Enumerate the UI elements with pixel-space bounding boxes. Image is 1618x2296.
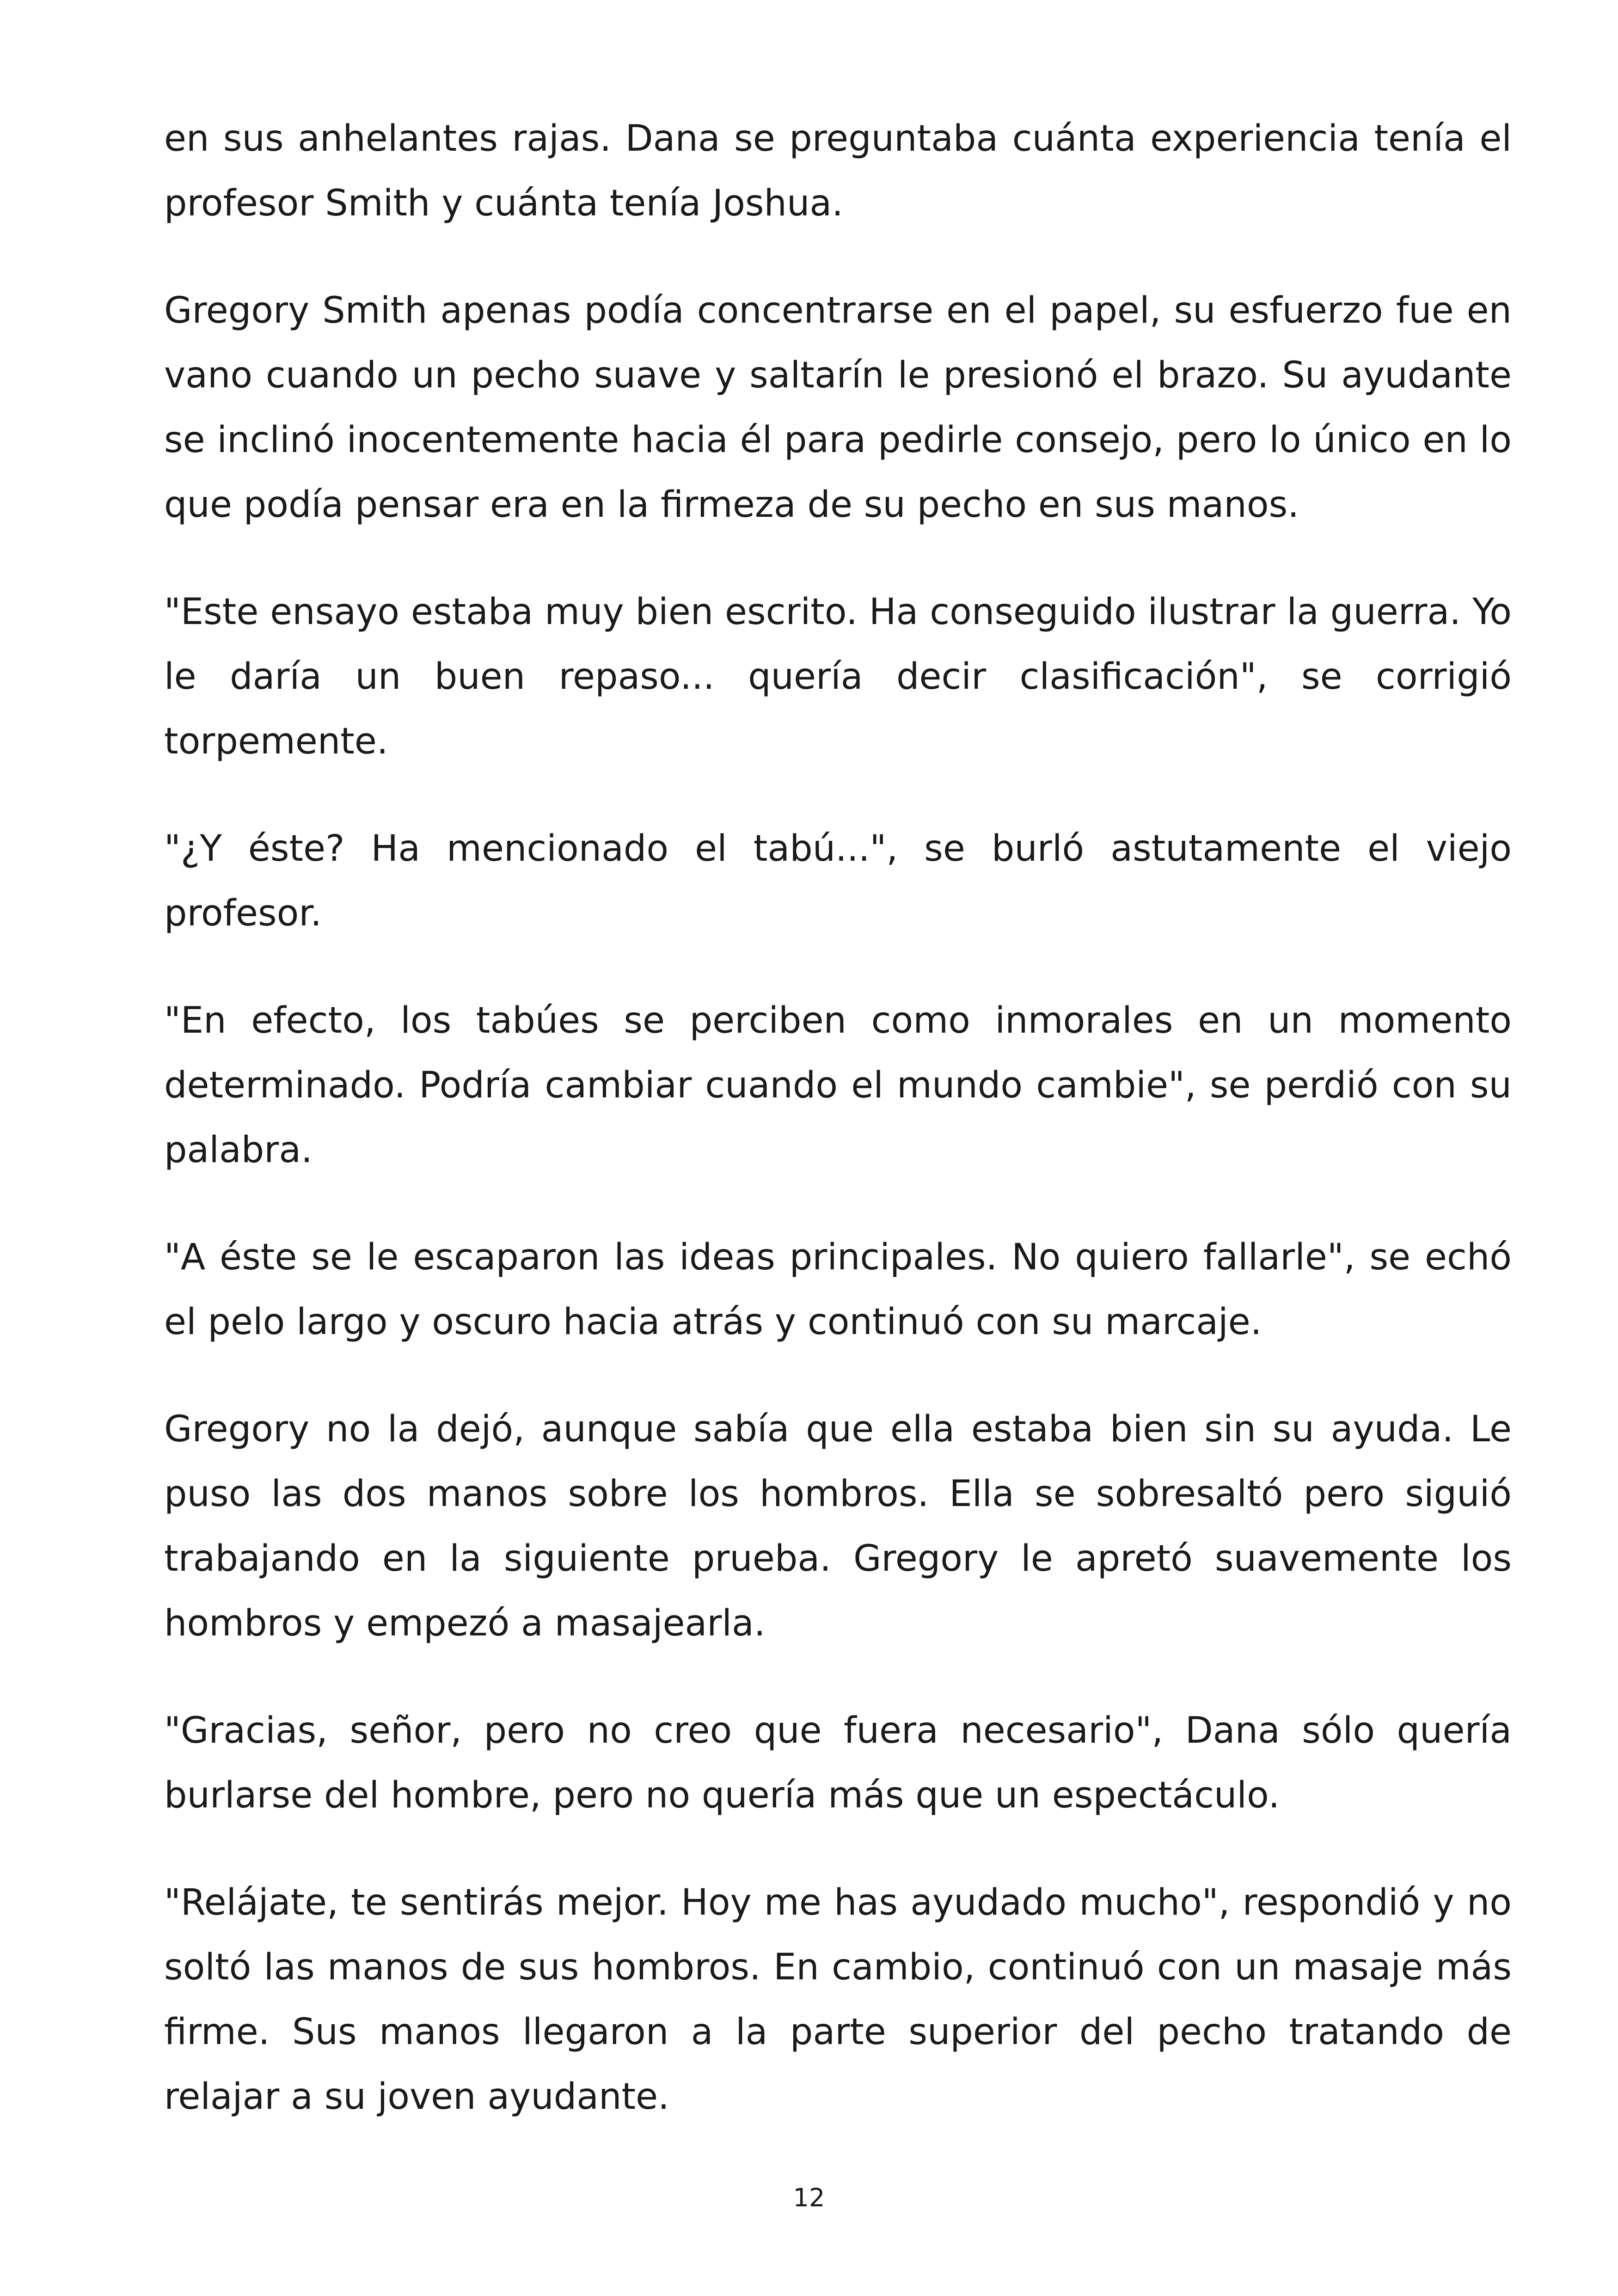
paragraph-3: "Este ensayo estaba muy bien escrito. Ha conseguido ilustrar la guerra. Yo le daría un buen repaso... quería decir clasificación", se corrigió torpemente. (164, 591, 1512, 762)
paragraph-9: "Relájate, te sentirás mejor. Hoy me has ayudado mucho", respondió y no soltó las manos de sus hombros. En cambio, continuó con un masaje más firme. Sus manos llegaron a la parte superior del pecho tratando de relajar a su joven ayudante. (164, 1882, 1512, 2118)
page-number: 12 (793, 2183, 825, 2212)
paragraph-2: Gregory Smith apenas podía concentrarse en el papel, su esfuerzo fue en vano cuando un pecho suave y saltarín le presionó el brazo. Su ayudante se inclinó inocentemente hacia él para pedirle consejo, pero lo único en lo que podía pensar era en la firmeza de su pecho en sus manos. (164, 290, 1512, 526)
paragraph-5: "En efecto, los tabúes se perciben como inmorales en un momento determinado. Podría cambiar cuando el mundo cambie", se perdió con su palabra. (164, 1000, 1512, 1171)
paragraph-7: Gregory no la dejó, aunque sabía que ella estaba bien sin su ayuda. Le puso las dos manos sobre los hombros. Ella se sobresaltó pero siguió trabajando en la siguiente prueba. Gregory le apretó suavemente los hombros y empezó a masajearla. (164, 1408, 1512, 1644)
body-text (164, 106, 1512, 2129)
paragraph-1: en sus anhelantes rajas. Dana se preguntaba cuánta experiencia tenía el profesor Smith y cuánta tenía Joshua. (164, 118, 1512, 224)
paragraph-6: "A éste se le escaparon las ideas principales. No quiero fallarle", se echó el pelo largo y oscuro hacia atrás y continuó con su marcaje. (164, 1237, 1512, 1343)
paragraph-4: "¿Y éste? Ha mencionado el tabú...", se burló astutamente el viejo profesor. (164, 828, 1512, 934)
paragraph-8: "Gracias, señor, pero no creo que fuera necesario", Dana sólo quería burlarse del hombre, pero no quería más que un espectáculo. (164, 1710, 1512, 1816)
